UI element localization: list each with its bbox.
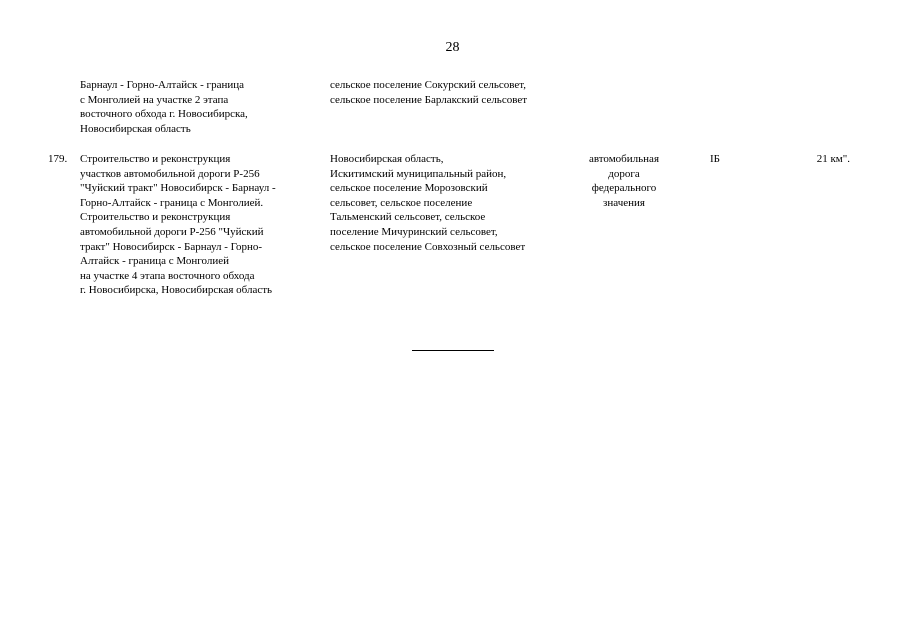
end-of-document-rule bbox=[412, 350, 494, 351]
object-location: сельское поселение Сокурский сельсовет, сельское поселение Барлакский сельсовет bbox=[330, 79, 528, 106]
object-type: автомобильная дорога федерального значения bbox=[588, 153, 660, 209]
row-number: 179. bbox=[48, 153, 68, 165]
object-location: Новосибирская область, Искитимский муниципальный район, сельское поселение Морозовский сельсовет, сельское поселение Тальменский сельсовет, сельское поселение Мичуринский сельсовет, сельское поселение Совхозный сельсовет bbox=[330, 153, 526, 253]
object-length: 21 км". bbox=[816, 153, 850, 165]
page-number: 28 bbox=[445, 40, 460, 55]
object-category: IБ bbox=[710, 153, 720, 165]
object-name: Барнаул - Горно-Алтайск - граница с Монголией на участке 2 этапа восточного обхода г. Новосибирска, Новосибирская область bbox=[80, 79, 248, 135]
object-name: Строительство и реконструкция участков автомобильной дороги Р-256 "Чуйский тракт" Новосибирск - Барнаул - Горно-Алтайск - граница с Монголией. Строительство и реконструкция автомобильной дороги Р-256 "Чуйский тракт" Новосибирск - Барнаул - Горно- Алтайск - граница с Монголией на участке 4 этапа восточного обхода г. Новосибирска, Новосибирская область bbox=[80, 153, 276, 297]
